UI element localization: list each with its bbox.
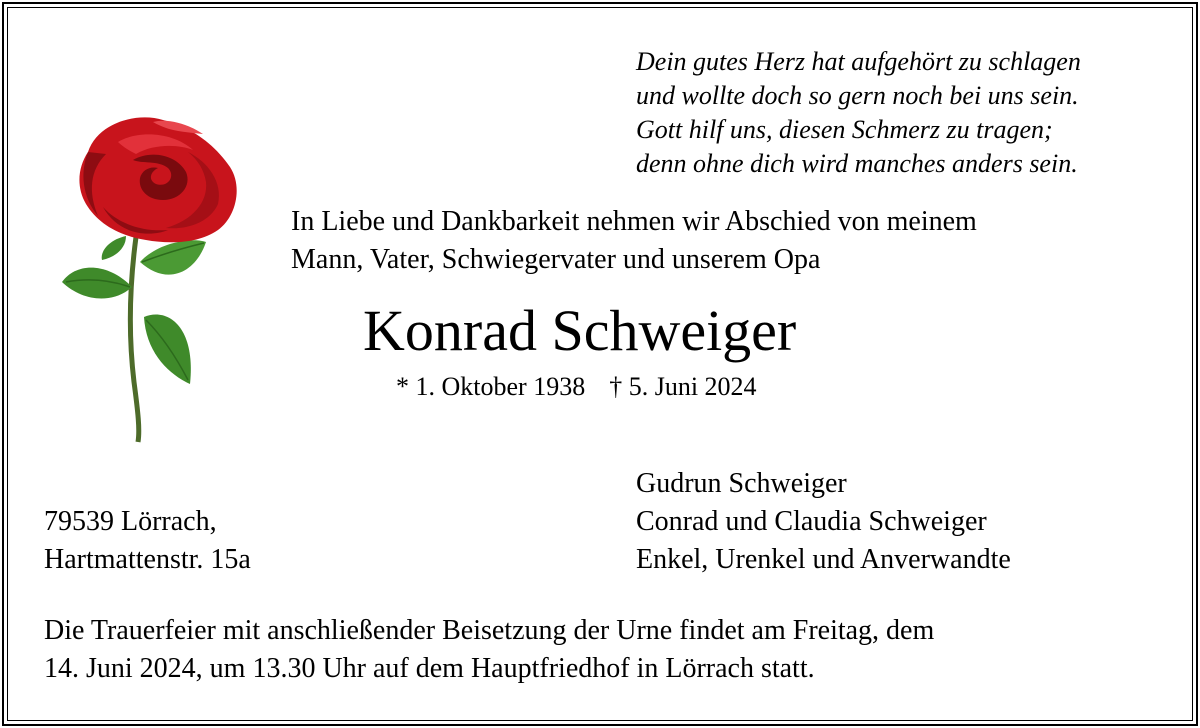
poem-line: und wollte doch so gern noch bei uns sein.: [636, 81, 1079, 110]
intro-line: In Liebe und Dankbarkeit nehmen wir Abschied von meinem: [291, 206, 977, 237]
deceased-name: Konrad Schweiger: [363, 298, 797, 363]
mourner-line: Enkel, Urenkel und Anverwandte: [636, 544, 1011, 575]
poem-line: Gott hilf uns, diesen Schmerz zu tragen;: [636, 115, 1053, 144]
mourner-line: Gudrun Schweiger: [636, 468, 847, 499]
address-block: [44, 503, 251, 579]
death-date: † 5. Juni 2024: [609, 372, 757, 401]
address-line: 79539 Lörrach,: [44, 506, 217, 537]
ceremony-notice: [44, 612, 934, 688]
birth-date: * 1. Oktober 1938: [396, 372, 586, 401]
poem-line: denn ohne dich wird manches anders sein.: [636, 149, 1078, 178]
mourners-list: [636, 465, 1011, 579]
life-dates: [396, 369, 757, 405]
farewell-intro: [291, 203, 977, 279]
address-line: Hartmattenstr. 15a: [44, 544, 251, 575]
mourner-line: Conrad und Claudia Schweiger: [636, 506, 987, 537]
red-rose-icon: [58, 112, 248, 444]
intro-line: Mann, Vater, Schwiegervater und unserem Opa: [291, 244, 821, 275]
poem: [636, 45, 1081, 181]
ceremony-line: 14. Juni 2024, um 13.30 Uhr auf dem Hauptfriedhof in Lörrach statt.: [44, 653, 815, 684]
poem-line: Dein gutes Herz hat aufgehört zu schlagen: [636, 47, 1081, 76]
ceremony-line: Die Trauerfeier mit anschließender Beisetzung der Urne findet am Freitag, dem: [44, 615, 935, 646]
